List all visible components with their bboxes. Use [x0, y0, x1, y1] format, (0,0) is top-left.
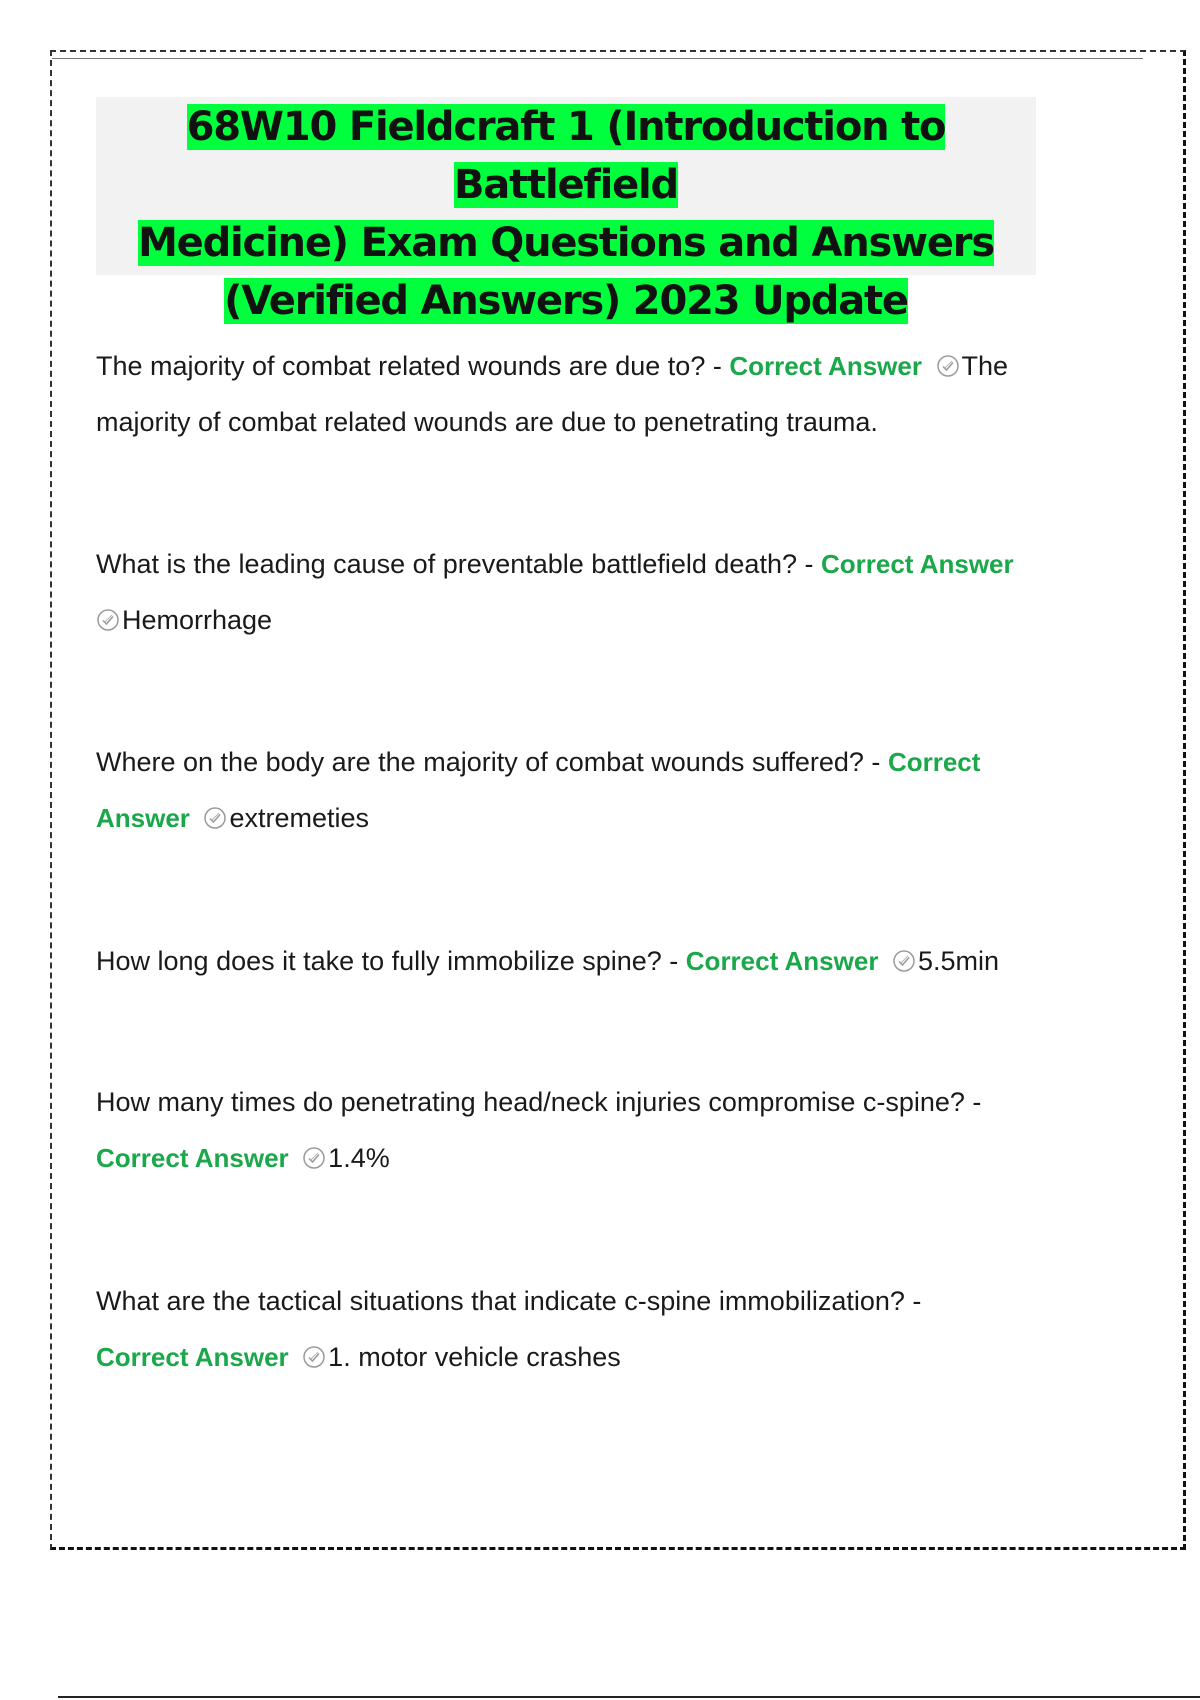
answer-text: extremeties	[229, 803, 369, 833]
qa-item-4	[96, 933, 1046, 989]
answer-text: The majority of combat related wounds are due to penetrating trauma.	[96, 351, 1009, 437]
check-circle-icon	[203, 806, 227, 830]
check-circle-icon	[892, 949, 916, 973]
answer-text: 1.4%	[328, 1143, 390, 1173]
frame-inner-line	[52, 58, 1143, 59]
qa-item-1	[96, 338, 1046, 450]
check-circle-icon	[302, 1146, 326, 1170]
question-text: How many times do penetrating head/neck injuries compromise c-spine? -	[96, 1087, 982, 1117]
qa-item-5	[96, 1074, 1046, 1186]
check-circle-icon	[936, 354, 960, 378]
check-circle-icon	[302, 1345, 326, 1369]
title-line-1: 68W10 Fieldcraft 1 (Introduction to Battlefield	[186, 104, 946, 208]
question-text: What is the leading cause of preventable battlefield death? -	[96, 549, 821, 579]
answer-text: 1. motor vehicle crashes	[328, 1342, 621, 1372]
qa-item-2	[96, 536, 1046, 648]
check-circle-icon	[96, 608, 120, 632]
title-line-2: Medicine) Exam Questions and Answers	[138, 220, 994, 266]
correct-answer-label: Correct Answer	[729, 351, 922, 381]
correct-answer-label: Correct Answer	[685, 946, 879, 976]
question-text: Where on the body are the majority of combat wounds suffered? -	[96, 747, 888, 777]
question-text: What are the tactical situations that indicate c-spine immobilization? -	[96, 1286, 922, 1316]
title-line-3: (Verified Answers) 2023 Update	[224, 278, 908, 324]
correct-answer-label: Correct Answer	[820, 549, 1014, 579]
qa-item-6	[96, 1273, 1046, 1385]
qa-item-3	[96, 734, 1046, 846]
answer-text: Hemorrhage	[122, 605, 273, 635]
correct-answer-label: Correct	[887, 747, 981, 777]
question-text: How long does it take to fully immobilize spine? -	[96, 946, 686, 976]
correct-answer-label: Correct Answer	[96, 1143, 289, 1173]
bottom-rule	[58, 1696, 1200, 1698]
correct-answer-label-cont: Answer	[96, 803, 190, 833]
question-text: The majority of combat related wounds are due to? -	[96, 351, 730, 381]
document-title	[96, 97, 1036, 324]
correct-answer-label: Correct Answer	[96, 1342, 289, 1372]
answer-text: 5.5min	[917, 946, 999, 976]
